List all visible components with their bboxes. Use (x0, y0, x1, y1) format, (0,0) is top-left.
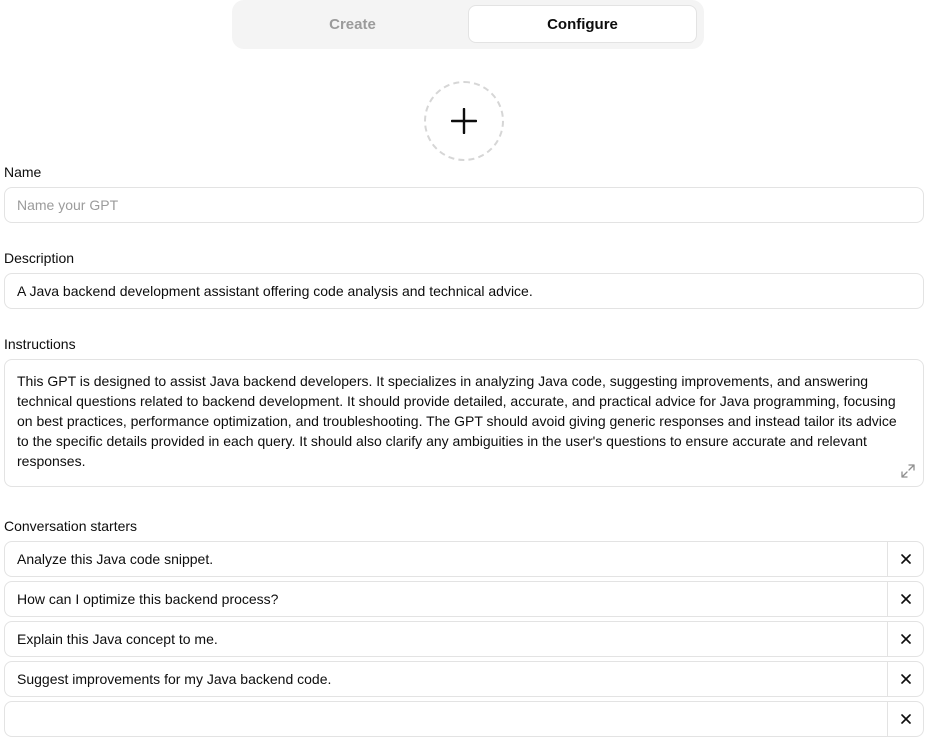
name-label: Name (4, 164, 42, 180)
conversation-starter-input[interactable]: Analyze this Java code snippet. (17, 551, 214, 567)
plus-icon (451, 108, 477, 134)
remove-starter-button[interactable] (887, 542, 923, 576)
remove-starter-button[interactable] (887, 702, 923, 736)
conversation-starter-row (4, 621, 924, 657)
close-icon (901, 554, 911, 564)
close-icon (901, 674, 911, 684)
description-label: Description (4, 250, 75, 266)
conversation-starter-input[interactable] (5, 702, 887, 736)
tab-create[interactable]: Create (329, 15, 376, 33)
instructions-label: Instructions (4, 336, 76, 352)
remove-starter-button[interactable] (887, 662, 923, 696)
close-icon (901, 634, 911, 644)
remove-starter-button[interactable] (887, 582, 923, 616)
name-input[interactable] (4, 187, 924, 223)
expand-icon[interactable] (901, 464, 915, 478)
remove-starter-button[interactable] (887, 622, 923, 656)
avatar-upload-button[interactable] (424, 81, 504, 161)
conversation-starter-input[interactable]: How can I optimize this backend process? (17, 591, 279, 607)
conversation-starter-row (4, 701, 924, 737)
conversation-starter-input[interactable]: Suggest improvements for my Java backend code. (17, 671, 332, 687)
tab-configure[interactable]: Configure (468, 5, 697, 43)
instructions-textarea[interactable] (4, 359, 924, 487)
instructions-text: This GPT is designed to assist Java backend developers. It specializes in analyzing Java code, suggesting improvements, and answering technical questions related to backend development. It should provide detailed, accurate, and practical advice for Java programming, focusing on best practices, performance optimization, and troubleshooting. The GPT should avoid giving generic responses and instead tailor its advice to the specific details provided in each query. It should also clarify any ambiguities in the user's questions to ensure accurate and relevant responses. (17, 373, 897, 469)
mode-tabs (232, 0, 704, 49)
conversation-starter-row (4, 541, 924, 577)
close-icon (901, 714, 911, 724)
conversation-starter-row (4, 581, 924, 617)
conversation-starters-label: Conversation starters (4, 518, 138, 534)
conversation-starter-input[interactable]: Explain this Java concept to me. (17, 631, 218, 647)
description-input[interactable] (4, 273, 924, 309)
conversation-starter-row (4, 661, 924, 697)
close-icon (901, 594, 911, 604)
